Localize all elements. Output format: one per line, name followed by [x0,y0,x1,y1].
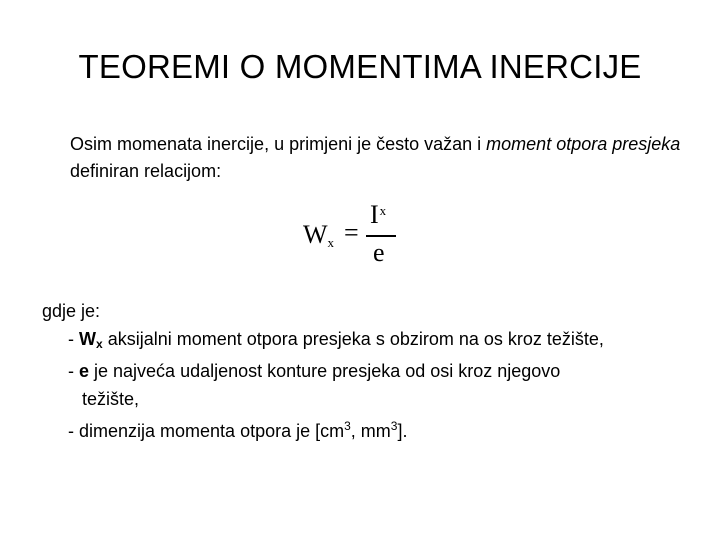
item-text: je najveća udaljenost konture presjeka od osi kroz njegovo [89,361,561,381]
definition-item-e [42,358,702,386]
formula-lhs [303,220,334,251]
item-text: ]. [397,421,408,441]
formula-numerator-subscript: x [379,203,387,218]
item-superscript: 3 [390,419,398,433]
item-symbol-w-subscript: x [96,336,103,351]
item-dash: - [68,361,79,381]
formula-equals: = [344,218,359,247]
formula-lhs-symbol: W [303,220,328,249]
item-text: aksijalni moment otpora presjeka s obzirom na os kroz težište, [102,328,604,349]
item-dash: - [68,328,79,349]
intro-term-italic: moment otpora presjeka [486,134,681,154]
definitions [42,298,702,446]
formula [300,198,410,278]
fraction-bar [366,235,396,237]
item-text: , mm [350,421,391,441]
item-symbol-w [79,329,103,349]
formula-denominator: e [373,238,385,267]
definitions-lead: gdje je: [42,301,101,321]
intro-text-2: definiran relacijom: [70,161,222,181]
definition-item-e-continued: težište, [82,388,140,409]
item-text: - dimenzija momenta otpora je [cm [68,421,345,441]
item-symbol-e: e [79,361,90,381]
formula-numerator [370,200,386,230]
item-superscript: 3 [344,419,351,433]
item-symbol-w-letter: W [79,328,96,349]
slide-title: TEOREMI O MOMENTIMA INERCIJE [78,48,642,85]
intro-paragraph [70,131,690,185]
intro-text-1: Osim momenata inercije, u primjeni je često važan i [70,134,487,154]
definition-item-dimension [42,413,702,446]
definition-item-wx [42,326,702,359]
formula-lhs-subscript: x [327,235,335,250]
formula-numerator-symbol: I [370,200,379,229]
